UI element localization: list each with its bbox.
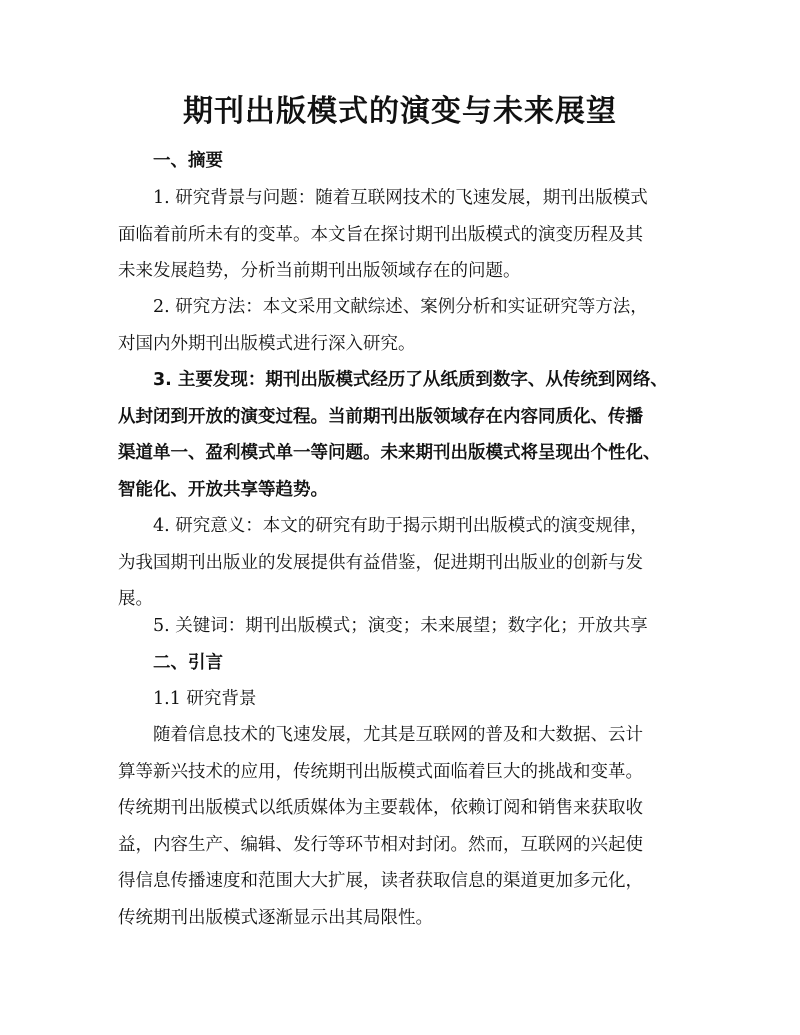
paragraph-line: 得信息传播速度和范围大大扩展，读者获取信息的渠道更加多元化， [118,871,643,891]
paragraph-line: 算等新兴技术的应用，传统期刊出版模式面临着巨大的挑战和变革。 [118,761,643,782]
paragraph-line: 1. 研究背景与问题：随着互联网技术的飞速发展，期刊出版模式 [153,188,648,208]
paragraph-line: 面临着前所未有的变革。本文旨在探讨期刊出版模式的演变历程及其 [118,224,643,245]
abstract-heading-block [118,143,693,180]
paragraph-line: 2. 研究方法：本文采用文献综述、案例分析和实证研究等方法， [153,297,648,317]
paragraph-line: 4. 研究意义：本文的研究有助于揭示期刊出版模式的演变规律， [153,516,648,536]
paragraph-line: 未来发展趋势，分析当前期刊出版领域存在的问题。 [118,261,521,281]
keywords-line: 5. 关键词：期刊出版模式；演变；未来展望；数字化；开放共享 [153,616,648,636]
paragraph-line: 对国内外期刊出版模式进行深入研究。 [118,333,416,354]
paragraph-line: 随着信息技术的飞速发展，尤其是互联网的普及和大数据、云计 [153,725,643,745]
page-title: 期刊出版模式的演变与未来展望 [183,94,617,129]
paragraph-line: 智能化、开放共享等趋势。 [118,479,328,500]
paragraph-research-method [118,289,693,362]
section-heading-intro: 二、引言 [153,653,223,673]
subheading-block [118,681,693,718]
paragraph-line: 为我国期刊出版业的发展提供有益借鉴，促进期刊出版业的创新与发 [118,552,643,573]
paragraph-intro-background [118,717,693,936]
paragraph-main-findings [118,362,693,508]
subheading-research-background: 1.1 研究背景 [153,689,257,709]
paragraph-line: 从封闭到开放的演变过程。当前期刊出版领域存在内容同质化、传播 [118,406,643,427]
paragraph-line: 渠道单一、盈利模式单一等问题。未来期刊出版模式将呈现出个性化、 [118,443,661,463]
paragraph-research-background [118,180,693,290]
paragraph-line: 益，内容生产、编辑、发行等环节相对封闭。然而，互联网的兴起使 [118,834,643,855]
intro-heading-block [118,645,693,682]
section-heading-abstract: 一、摘要 [153,151,223,171]
paragraph-research-significance [118,508,693,618]
paragraph-line: 3. 主要发现：期刊出版模式经历了从纸质到数字、从传统到网络、 [153,370,668,390]
paragraph-line: 传统期刊出版模式逐渐显示出其局限性。 [118,907,433,928]
paragraph-line: 展。 [118,589,153,609]
paragraph-keywords [118,608,693,645]
paragraph-line: 传统期刊出版模式以纸质媒体为主要载体，依赖订阅和销售来获取收 [118,798,643,818]
